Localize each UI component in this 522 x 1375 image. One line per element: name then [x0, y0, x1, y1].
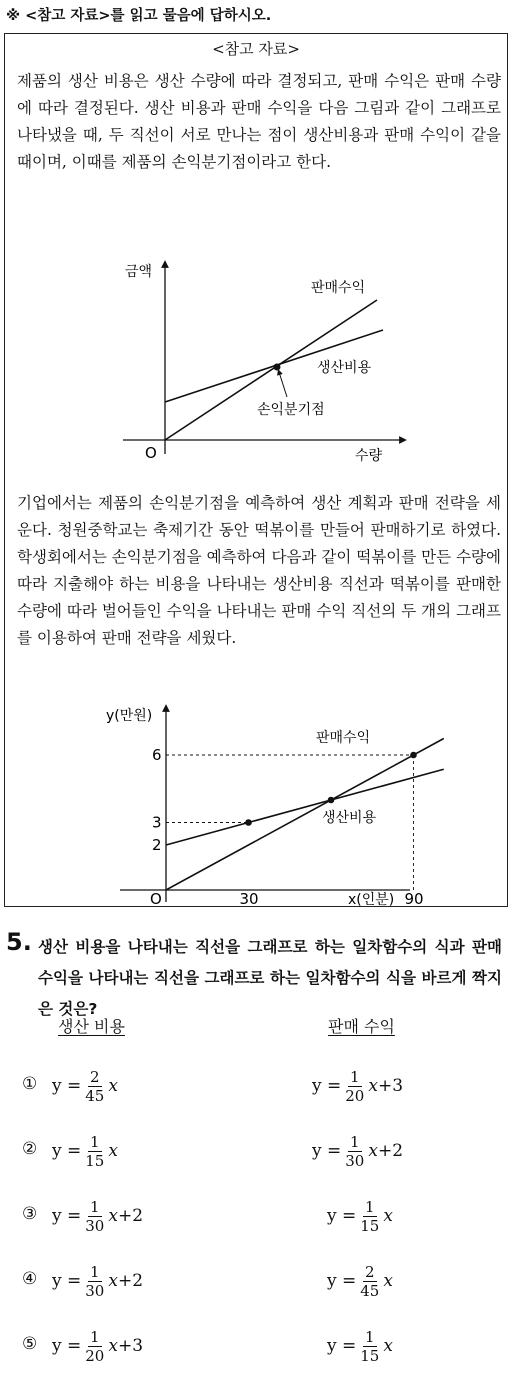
sales-fraction [343, 1068, 366, 1105]
reference-paragraph-2: 기업에서는 제품의 손익분기점을 예측하여 생산 계획과 판매 전략을 세운다. 청원중학교는 축제기간 동안 떡볶이를 만들어 판매하기로 하였다. 학생회에서는 손익분기점을 예측하여 다음과 같이 떡볶이를 만든 수량에 따라 지출해야 하는 비용을 나타내는 생산비용 직선과 떡볶이를 판매한 수량에 따라 벌어들인 수익을 나타내는 판매 수익 직선의 두 개의 그래프를 이용하여 판매 전략을 세웠다. [17, 494, 501, 647]
cost-const: +2 [117, 1206, 144, 1226]
sales-fraction [358, 1198, 381, 1235]
cost-var: x [108, 1336, 118, 1356]
graph1-ylabel: 금액 [125, 264, 153, 280]
cost-numerator: 1 [90, 1262, 100, 1281]
cost-denominator: 20 [85, 1346, 105, 1365]
graph2-ticks [152, 746, 424, 908]
sales-lhs: y = [327, 1206, 357, 1226]
option-number: ② [22, 1139, 38, 1159]
column-header-cost: 생산 비용 [58, 1017, 125, 1036]
option-cost-equation [52, 1320, 143, 1372]
graph2-xtick-90: 90 [404, 890, 424, 908]
cost-denominator: 45 [85, 1086, 105, 1105]
graph2-line-cost [166, 769, 444, 845]
cost-lhs: y = [52, 1206, 82, 1226]
graph2-lines [166, 739, 444, 891]
sales-lhs: y = [312, 1076, 342, 1096]
option-number: ① [22, 1074, 38, 1094]
graph1-sales-label: 판매수익 [311, 280, 366, 296]
option-cost-equation [52, 1060, 118, 1112]
graph2-ytick-6: 6 [152, 746, 162, 764]
graph1-pointer [279, 372, 287, 397]
option-sales-equation [327, 1255, 393, 1307]
option-number: ⑤ [22, 1334, 38, 1354]
cost-fraction [83, 1133, 106, 1170]
option-5[interactable] [22, 1320, 512, 1372]
sales-denominator: 20 [345, 1086, 365, 1105]
graph2-xlabel: x(인분) [348, 892, 395, 908]
sales-lhs: y = [312, 1141, 342, 1161]
option-sales-equation [327, 1320, 393, 1372]
sales-denominator: 15 [360, 1216, 380, 1235]
sales-var: x [383, 1206, 393, 1226]
graph2-origin: O [150, 890, 162, 908]
graph2-cost-label: 생산비용 [322, 810, 377, 826]
cost-numerator: 1 [90, 1197, 100, 1216]
cost-var: x [108, 1141, 118, 1161]
cost-denominator: 30 [85, 1216, 105, 1235]
column-header-sales: 판매 수익 [328, 1017, 395, 1036]
graph1-cost-label: 생산비용 [317, 360, 372, 376]
cost-fraction [83, 1068, 106, 1105]
graph2-point-1 [245, 819, 252, 826]
cost-fraction [83, 1328, 106, 1365]
sales-lhs: y = [327, 1336, 357, 1356]
cost-fraction [83, 1263, 106, 1300]
cost-var: x [108, 1271, 118, 1291]
sales-numerator: 1 [365, 1327, 375, 1346]
cost-var: x [108, 1076, 118, 1096]
reference-title: <참고 자료> [212, 40, 300, 58]
option-2[interactable] [22, 1125, 512, 1177]
sales-denominator: 30 [345, 1151, 365, 1170]
graph1-break-even-point [274, 364, 281, 371]
cost-numerator: 2 [90, 1067, 100, 1086]
cost-denominator: 15 [85, 1151, 105, 1170]
cost-lhs: y = [52, 1141, 82, 1161]
cost-lhs: y = [52, 1336, 82, 1356]
option-cost-equation [52, 1190, 143, 1242]
graph2-ytick-2: 2 [152, 836, 162, 854]
option-sales-equation [312, 1060, 403, 1112]
sales-fraction [358, 1263, 381, 1300]
graph-break-even [115, 262, 405, 462]
option-sales-equation [312, 1125, 403, 1177]
cost-denominator: 30 [85, 1281, 105, 1300]
cost-fraction [83, 1198, 106, 1235]
option-cost-equation [52, 1125, 118, 1177]
option-1[interactable] [22, 1060, 512, 1112]
question-number: 5. [6, 928, 32, 956]
question-text: 생산 비용을 나타내는 직선을 그래프로 하는 일차함수의 식과 판매 수익을 나타내는 직선을 그래프로 하는 일차함수의 식을 바르게 짝지은 것은? [38, 938, 502, 1018]
sales-denominator: 15 [360, 1346, 380, 1365]
cost-lhs: y = [52, 1076, 82, 1096]
option-cost-equation [52, 1255, 143, 1307]
cost-lhs: y = [52, 1271, 82, 1291]
sales-numerator: 1 [350, 1132, 360, 1151]
graph1-point-label: 손익분기점 [257, 402, 325, 418]
graph2-ylabel: y(만원) [106, 708, 153, 724]
graph2-line-sales [166, 739, 444, 891]
option-4[interactable] [22, 1255, 512, 1307]
sales-fraction [358, 1328, 381, 1365]
sales-const: +3 [377, 1076, 404, 1096]
sales-const: +2 [377, 1141, 404, 1161]
option-number: ④ [22, 1269, 38, 1289]
sales-var: x [383, 1336, 393, 1356]
option-sales-equation [327, 1190, 393, 1242]
sales-numerator: 1 [365, 1197, 375, 1216]
option-3[interactable] [22, 1190, 512, 1242]
graph-tteokbokki [80, 704, 424, 908]
graph2-point-2 [328, 797, 335, 804]
graph2-point-3 [410, 752, 417, 759]
sales-numerator: 2 [365, 1262, 375, 1281]
reference-box [4, 33, 508, 907]
sales-var: x [368, 1141, 378, 1161]
graph1-xlabel: 수량 [355, 448, 383, 464]
cost-var: x [108, 1206, 118, 1226]
cost-const: +2 [117, 1271, 144, 1291]
graph2-xtick-30: 30 [239, 890, 259, 908]
graph1-origin: O [145, 444, 157, 462]
sales-numerator: 1 [350, 1067, 360, 1086]
sales-lhs: y = [327, 1271, 357, 1291]
sales-fraction [343, 1133, 366, 1170]
reference-paragraph-1: 제품의 생산 비용은 생산 수량에 따라 결정되고, 판매 수익은 판매 수량에 따라 결정된다. 생산 비용과 판매 수익을 다음 그림과 같이 그래프로 나타냈을 때, 두 직선이 서로 만나는 점이 생산비용과 판매 수익이 같을 때이며, 이때를 제품의 손익분기점이라고 한다. [17, 72, 501, 171]
sales-denominator: 45 [360, 1281, 380, 1300]
graph2-sales-label: 판매수익 [316, 730, 371, 746]
instruction: ※ <참고 자료>를 읽고 물음에 답하시오. [6, 8, 272, 24]
cost-numerator: 1 [90, 1132, 100, 1151]
cost-const: +3 [117, 1336, 144, 1356]
graph2-ytick-3: 3 [152, 813, 162, 832]
option-number: ③ [22, 1204, 38, 1224]
sales-var: x [368, 1076, 378, 1096]
cost-numerator: 1 [90, 1327, 100, 1346]
sales-var: x [383, 1271, 393, 1291]
